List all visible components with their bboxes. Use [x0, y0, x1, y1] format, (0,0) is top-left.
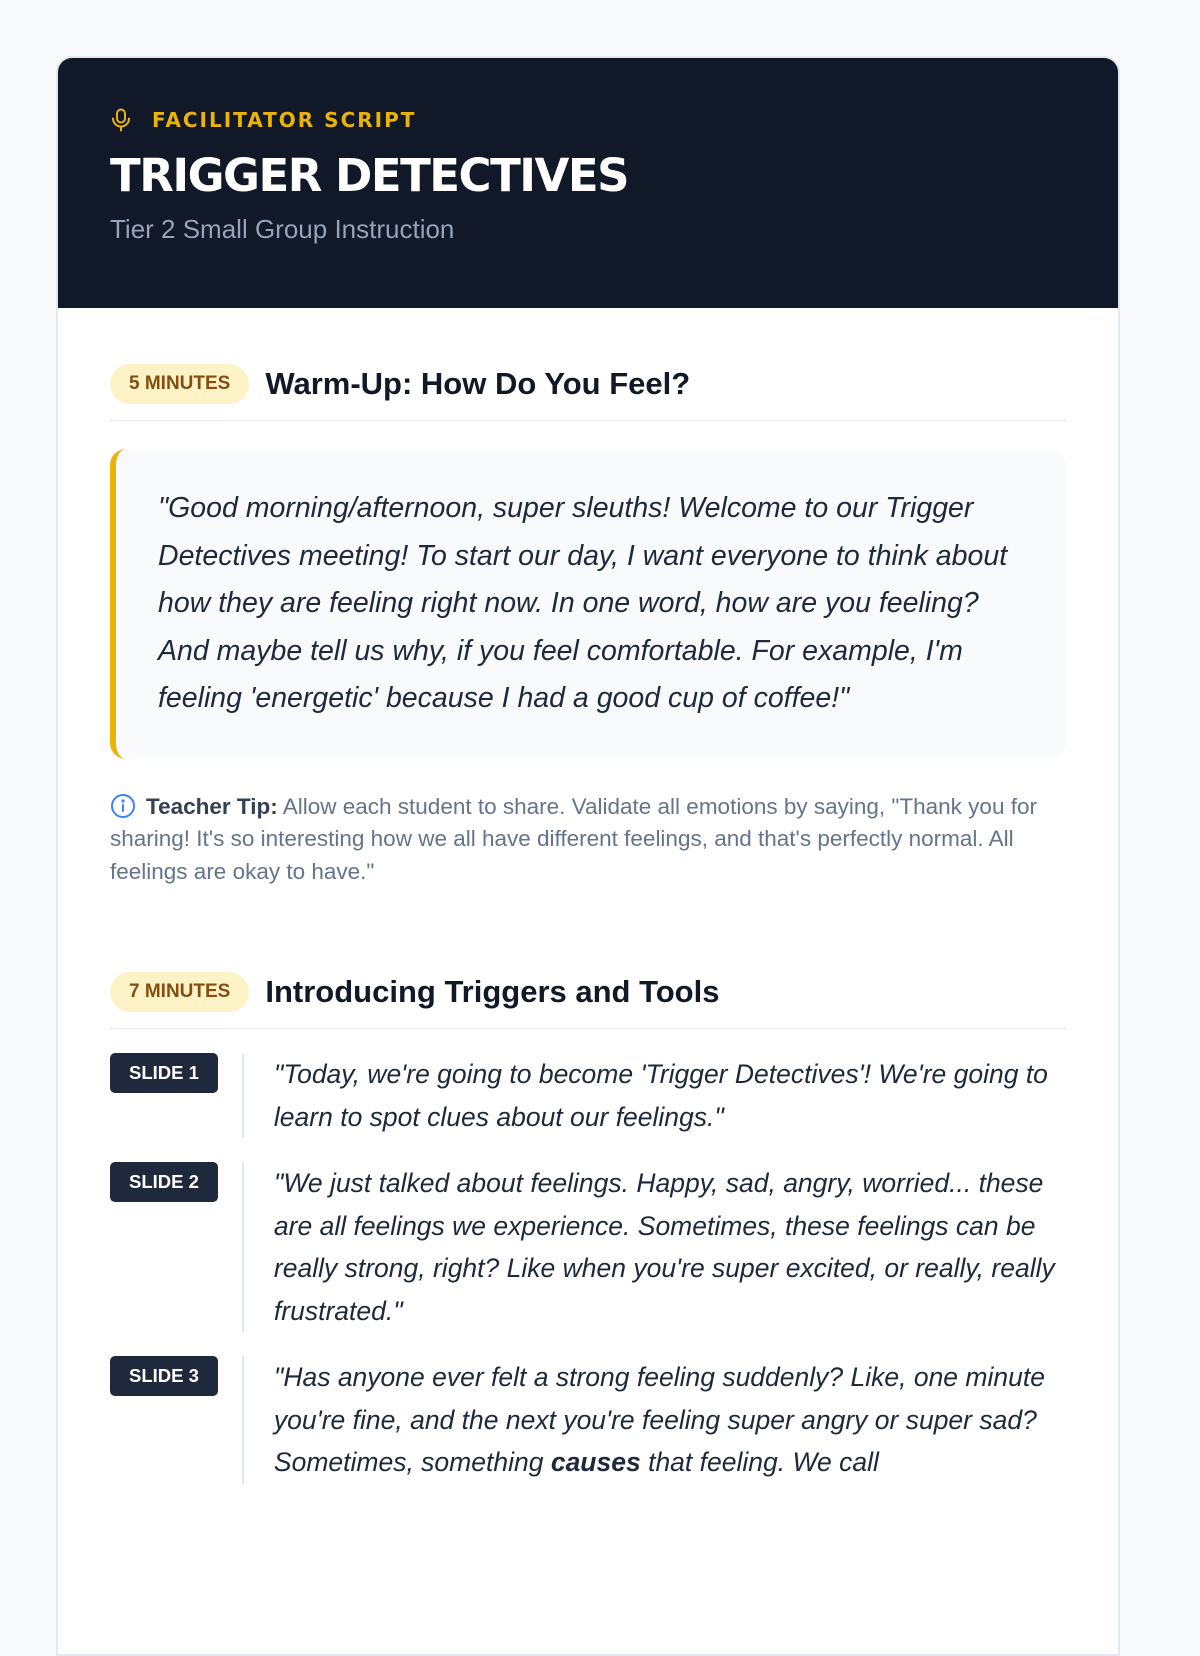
section-title: Introducing Triggers and Tools [265, 974, 720, 1009]
info-icon [110, 794, 146, 819]
slide-script-part: "Has anyone ever felt a strong feeling suddenly? Like, one minute you're fine, and the next you're feeling super angry or super sad? Sometimes, something [273, 1362, 1045, 1477]
slide-script: "Today, we're going to become 'Trigger Detectives'! We're going to learn to spot clues about our feelings." [242, 1053, 1066, 1138]
slide-badge: SLIDE 3 [110, 1356, 218, 1396]
slide-script: "We just talked about feelings. Happy, sad, angry, worried... these are all feelings we experience. Sometimes, these feelings can be really strong, right? Like when you're super excited, or really, really frustrated." [242, 1162, 1066, 1332]
slide-script-emphasis: causes [550, 1447, 641, 1477]
script-quote: "Good morning/afternoon, super sleuths! Welcome to our Trigger Detectives meeting! To start our day, I want everyone to think about how they are feeling right now. In one word, how are you feeling? And maybe tell us why, if you feel comfortable. For example, I'm feeling 'energetic' because I had a good cup of coffee!" [110, 449, 1066, 759]
slide-row [110, 1162, 1066, 1332]
microphone-icon [110, 108, 132, 132]
section-header [110, 364, 1066, 421]
tip-label: Teacher Tip: [146, 793, 278, 819]
facilitator-script-card [56, 56, 1120, 1656]
duration-badge: 7 MINUTES [110, 972, 249, 1012]
eyebrow [110, 108, 1066, 132]
script-header [58, 58, 1118, 308]
eyebrow-label: FACILITATOR SCRIPT [152, 108, 417, 132]
slide-row [110, 1053, 1066, 1138]
slide-badge: SLIDE 1 [110, 1053, 218, 1093]
page-title: TRIGGER DETECTIVES [110, 149, 628, 202]
script-content [58, 308, 1118, 1484]
section-header [110, 972, 1066, 1029]
section-warm-up [110, 364, 1066, 888]
slide-script-part: that feeling. We call [640, 1447, 879, 1477]
duration-badge: 5 MINUTES [110, 364, 249, 404]
page-subtitle: Tier 2 Small Group Instruction [110, 214, 455, 244]
tip-text: Allow each student to share. Validate all emotions by saying, "Thank you for sharing! It's so interesting how we all have different feelings, and that's perfectly normal. All feelings are okay to have." [110, 793, 1037, 884]
slide-script [242, 1356, 1066, 1484]
slide-row [110, 1356, 1066, 1484]
section-introducing-triggers [110, 972, 1066, 1484]
section-title: Warm-Up: How Do You Feel? [265, 366, 691, 401]
slide-badge: SLIDE 2 [110, 1162, 218, 1202]
teacher-tip [110, 791, 1066, 889]
